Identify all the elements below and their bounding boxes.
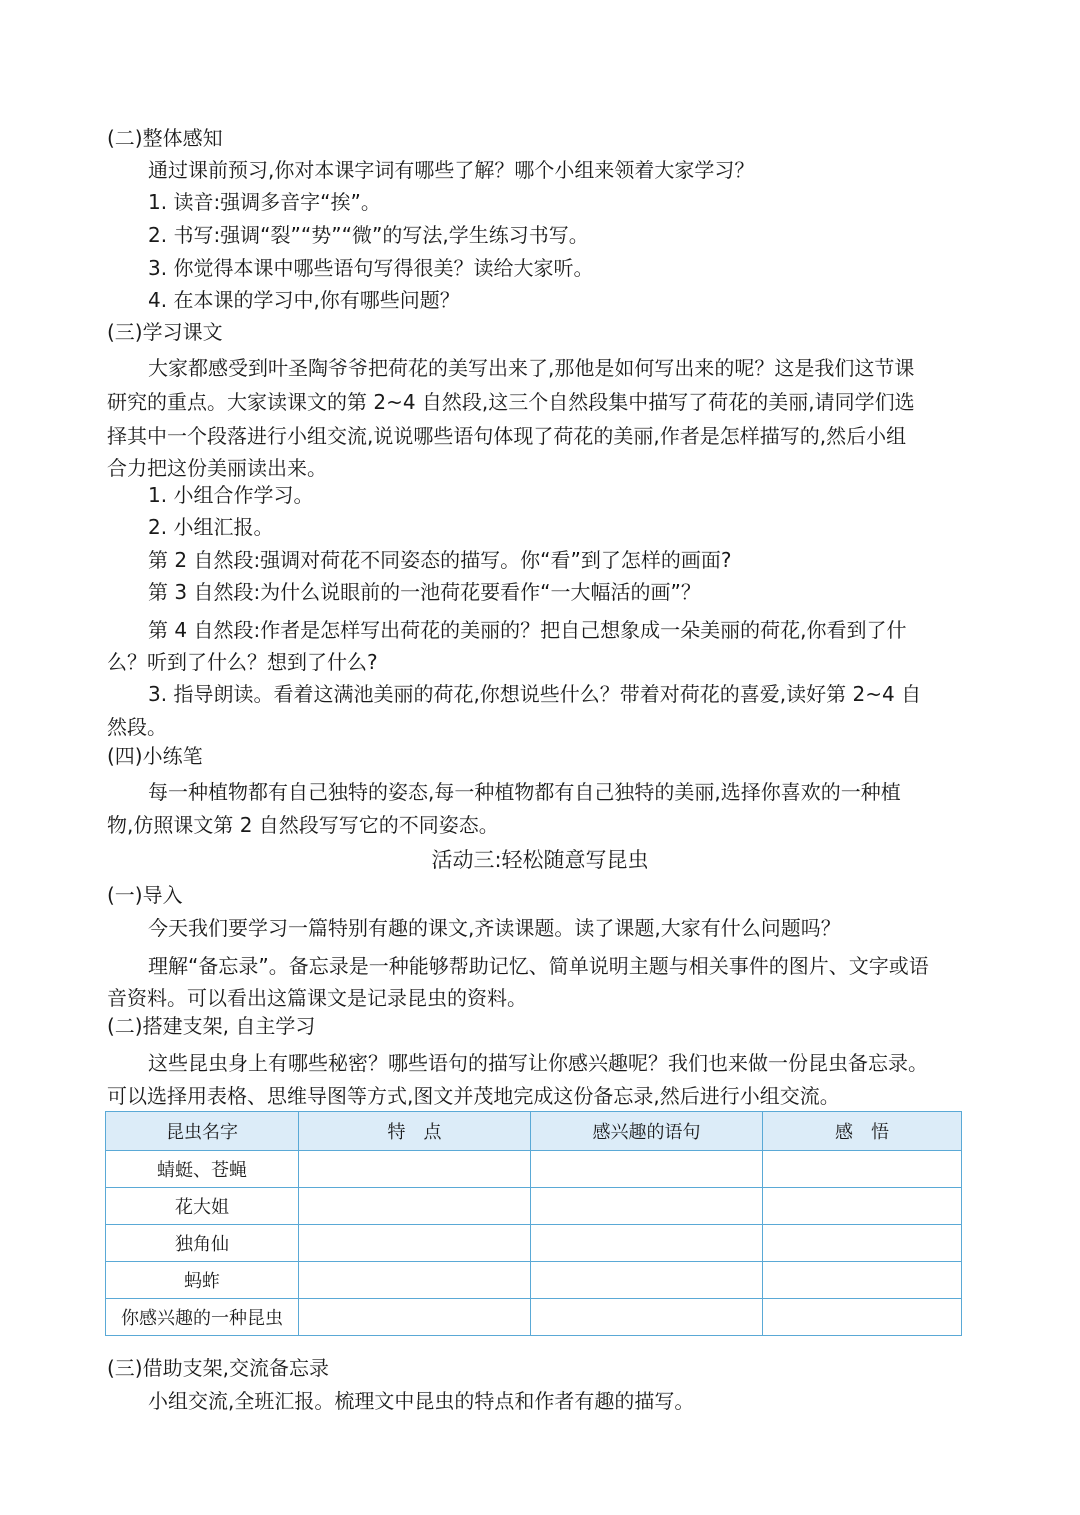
- empty-cell: [531, 1151, 763, 1188]
- sec3-item-3a: 3. 指导朗读。看着这满池美丽的荷花,你想说些什么？带着对荷花的喜爱,读好第 2~4 自: [148, 682, 922, 706]
- header-reflection: 感 悟: [763, 1112, 962, 1151]
- row-insect-name: 蚂蚱: [106, 1262, 299, 1299]
- sec3-item-2: 2. 小组汇报。: [148, 515, 274, 539]
- sec2-item-2: 2. 书写:强调“裂”“势”“微”的写法,学生练习书写。: [148, 223, 589, 247]
- empty-cell: [763, 1151, 962, 1188]
- sec2-heading: (二)整体感知: [107, 126, 223, 150]
- sec3-para3-note: 第 3 自然段:为什么说眼前的一池荷花要看作“一大幅活的画”？: [148, 580, 701, 604]
- empty-cell: [763, 1262, 962, 1299]
- empty-cell: [299, 1299, 531, 1336]
- table-row: [106, 1188, 962, 1225]
- sec3-para-line-1: 大家都感受到叶圣陶爷爷把荷花的美写出来了,那他是如何写出来的呢？这是我们这节课: [148, 356, 915, 380]
- activity3-s2-pa: 这些昆虫身上有哪些秘密？哪些语句的描写让你感兴趣呢？我们也来做一份昆虫备忘录。: [148, 1051, 928, 1075]
- sec3-para-line-4: 合力把这份美丽读出来。: [107, 456, 327, 480]
- empty-cell: [531, 1299, 763, 1336]
- activity3-s1-p2b: 音资料。可以看出这篇课文是记录昆虫的资料。: [107, 986, 527, 1010]
- row-insect-name: 花大姐: [106, 1188, 299, 1225]
- sec3-para4-note-b: 么？听到了什么？想到了什么?: [107, 650, 378, 674]
- sec3-para2-note: 第 2 自然段:强调对荷花不同姿态的描写。你“看”到了怎样的画面?: [148, 548, 732, 572]
- row-insect-name: 独角仙: [106, 1225, 299, 1262]
- table-row: [106, 1299, 962, 1336]
- table-header-row: [106, 1112, 962, 1151]
- sec3-para-line-3: 择其中一个段落进行小组交流,说说哪些语句体现了荷花的美丽,作者是怎样描写的,然后小组: [107, 424, 907, 448]
- header-feature: 特 点: [299, 1112, 531, 1151]
- header-interesting-sentence: 感兴趣的语句: [531, 1112, 763, 1151]
- empty-cell: [763, 1188, 962, 1225]
- sec3-para-line-2: 研究的重点。大家读课文的第 2~4 自然段,这三个自然段集中描写了荷花的美丽,请同学们选: [107, 390, 915, 414]
- activity3-s3-para: 小组交流,全班汇报。梳理文中昆虫的特点和作者有趣的描写。: [148, 1389, 695, 1413]
- empty-cell: [763, 1299, 962, 1336]
- empty-cell: [299, 1151, 531, 1188]
- activity3-s1-p1: 今天我们要学习一篇特别有趣的课文,齐读课题。读了课题,大家有什么问题吗？: [148, 916, 841, 940]
- empty-cell: [299, 1188, 531, 1225]
- sec3-item-3b: 然段。: [107, 715, 167, 739]
- empty-cell: [763, 1225, 962, 1262]
- activity3-s1-heading: (一)导入: [107, 883, 183, 907]
- sec3-item-1: 1. 小组合作学习。: [148, 483, 314, 507]
- header-insect-name: 昆虫名字: [106, 1112, 299, 1151]
- empty-cell: [531, 1225, 763, 1262]
- row-insect-name: 蜻蜓、苍蝇: [106, 1151, 299, 1188]
- sec2-item-1: 1. 读音:强调多音字“挨”。: [148, 190, 381, 214]
- table-row: [106, 1262, 962, 1299]
- empty-cell: [299, 1225, 531, 1262]
- insect-memo-table: [105, 1111, 962, 1336]
- activity3-s1-p2a: 理解“备忘录”。备忘录是一种能够帮助记忆、简单说明主题与相关事件的图片、文字或语: [148, 954, 929, 978]
- sec2-intro: 通过课前预习,你对本课字词有哪些了解？哪个小组来领着大家学习？: [148, 158, 755, 182]
- row-insect-name: 你感兴趣的一种昆虫: [106, 1299, 299, 1336]
- sec3-para4-note-a: 第 4 自然段:作者是怎样写出荷花的美丽的？把自己想象成一朵美丽的荷花,你看到了什: [148, 618, 907, 642]
- activity3-s2-heading: (二)搭建支架, 自主学习: [107, 1014, 316, 1038]
- empty-cell: [531, 1188, 763, 1225]
- sec4-para-b: 物,仿照课文第 2 自然段写写它的不同姿态。: [107, 813, 499, 837]
- sec4-heading: (四)小练笔: [107, 744, 203, 768]
- sec3-heading: (三)学习课文: [107, 320, 223, 344]
- activity3-title: 活动三:轻松随意写昆虫: [431, 848, 649, 872]
- activity3-s2-pb: 可以选择用表格、思维导图等方式,图文并茂地完成这份备忘录,然后进行小组交流。: [107, 1084, 840, 1108]
- activity3-s3-heading: (三)借助支架,交流备忘录: [107, 1356, 329, 1380]
- empty-cell: [299, 1262, 531, 1299]
- sec4-para-a: 每一种植物都有自己独特的姿态,每一种植物都有自己独特的美丽,选择你喜欢的一种植: [148, 780, 901, 804]
- sec2-item-4: 4. 在本课的学习中,你有哪些问题？: [148, 288, 460, 312]
- table-row: [106, 1151, 962, 1188]
- table-row: [106, 1225, 962, 1262]
- sec2-item-3: 3. 你觉得本课中哪些语句写得很美？读给大家听。: [148, 256, 594, 280]
- empty-cell: [531, 1262, 763, 1299]
